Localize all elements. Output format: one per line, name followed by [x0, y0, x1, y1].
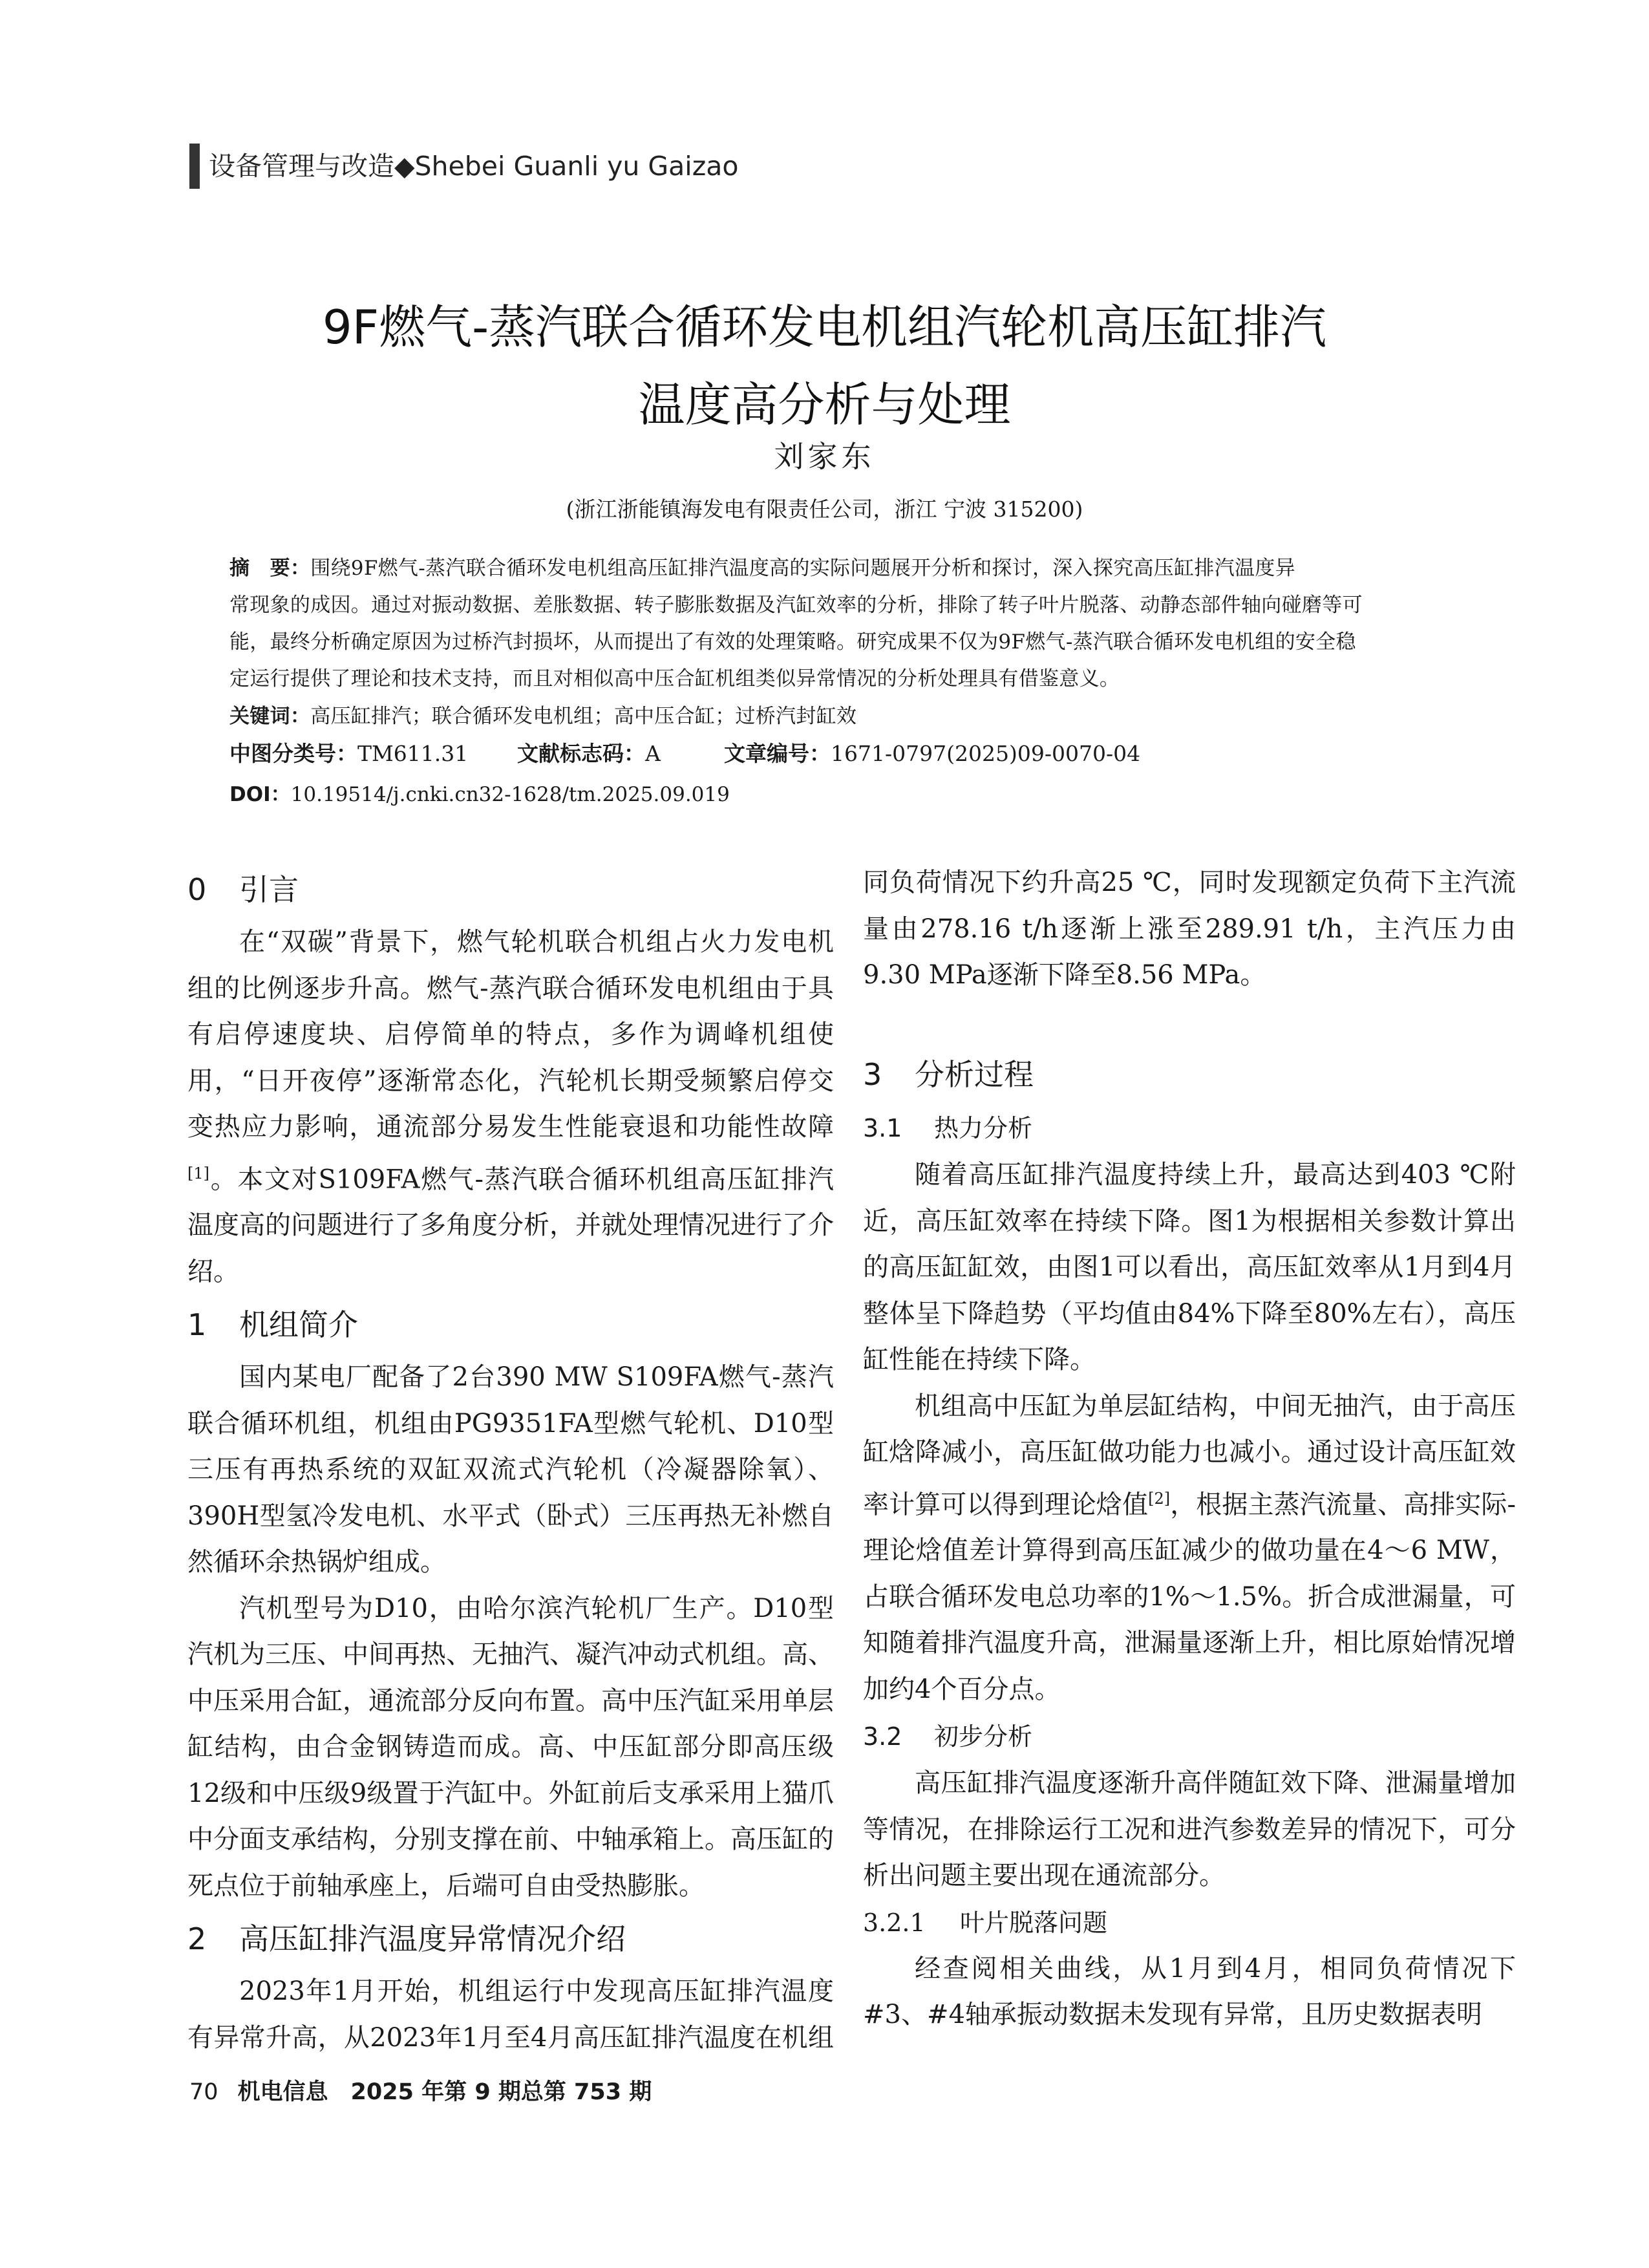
paragraph: 高压缸排汽温度逐渐升高伴随缸效下降、泄漏量增加等情况，在排除运行工况和进汽参数差异的情况下，可分析出问题主要出现在通流部分。 — [863, 1768, 1516, 1891]
section-title: 分析过程 — [915, 1057, 1034, 1092]
doc-code-label: 文献标志码： — [517, 741, 645, 766]
paragraph: 随着高压缸排汽温度持续上升，最高达到403 ℃附近，高压缸效率在持续下降。图1为根据相关参数计算出的高压缸缸效，由图1可以看出，高压缸效率从1月到4月整体呈下降趋势（平均值由84%下降至80%左右），高压缸性能在持续下降。 — [863, 1160, 1516, 1375]
section-number: 2 — [187, 1921, 207, 1957]
clc-label: 中图分类号： — [229, 741, 357, 766]
article-number-label: 文章编号： — [724, 741, 831, 766]
subsection-heading-3-2 — [863, 1713, 1516, 1760]
paragraph: 国内某电厂配备了2台390 MW S109FA燃气-蒸汽联合循环机组，机组由PG9351FA型燃气轮机、D10型三压有再热系统的双缸双流式汽轮机（冷凝器除氧）、390H型氢冷发电机、水平式（卧式）三压再热无补燃自然循环余热锅炉组成。 — [187, 1362, 834, 1578]
subsection-heading-3-1 — [863, 1104, 1516, 1152]
classification-line — [229, 737, 1140, 767]
citation-ref: [2] — [1148, 1489, 1171, 1508]
paragraph-text: 。本文对S109FA燃气-蒸汽联合循环机组高压缸排汽温度高的问题进行了多角度分析，并就处理情况进行了介绍。 — [187, 1164, 834, 1287]
section-number: 0 — [187, 872, 207, 907]
section-title: 高压缸排汽温度异常情况介绍 — [239, 1921, 626, 1957]
citation-ref: [1] — [187, 1164, 209, 1182]
article-title-line-2: 温度高分析与处理 — [638, 378, 1011, 432]
abstract-line: 能，最终分析确定原因为过桥汽封损坏，从而提出了有效的处理策略。研究成果不仅为9F燃气-蒸汽联合循环发电机组的安全稳 — [229, 630, 1356, 654]
abstract-line: 常现象的成因。通过对振动数据、差胀数据、转子膨胀数据及汽缸效率的分析，排除了转子叶片脱落、动静态部件轴向碰磨等可 — [229, 594, 1363, 617]
doi-value: 10.19514/j.cnki.cn32-1628/tm.2025.09.019 — [290, 783, 730, 806]
article-number-value: 1671-0797(2025)09-0070-04 — [831, 741, 1141, 766]
doi-line — [229, 778, 730, 807]
paragraph-text: 在“双碳”背景下，燃气轮机联合机组占火力发电机组的比例逐步升高。燃气-蒸汽联合循环发电机组由于具有启停速度块、启停简单的特点，多作为调峰机组使用，“日开夜停”逐渐常态化，汽轮机长期受频繁启停交变热应力影响，通流部分易发生性能衰退和功能性故障 — [187, 927, 834, 1142]
section-heading-1 — [187, 1295, 834, 1354]
section-title: 引言 — [239, 872, 299, 907]
subsection-number: 3.2 — [863, 1722, 902, 1751]
section-title: 机组简介 — [239, 1307, 358, 1343]
paragraph — [863, 1384, 1516, 1713]
running-header: 设备管理与改造◆Shebei Guanli yu Gaizao — [209, 151, 739, 182]
abstract-line — [229, 551, 1522, 581]
paragraph — [187, 919, 834, 1295]
abstract-line: 定运行提供了理论和技术支持，而且对相似高中压合缸机组类似异常情况的分析处理具有借鉴意义。 — [229, 667, 1120, 690]
abstract-text: 围绕9F燃气-蒸汽联合循环发电机组高压缸排汽温度高的实际问题展开分析和探讨，深入探究高压缸排汽温度异 — [310, 557, 1295, 580]
affiliation: (浙江浙能镇海发电有限责任公司，浙江 宁波 315200) — [566, 497, 1083, 522]
paragraph: 经查阅相关曲线，从1月到4月，相同负荷情况下#3、#4轴承振动数据未发现有异常，且历史数据表明 — [863, 1953, 1516, 2030]
paragraph-continued — [863, 860, 1516, 1045]
section-number: 3 — [863, 1057, 882, 1092]
author: 刘家东 — [774, 439, 875, 474]
right-column — [863, 860, 1516, 2038]
doc-code-value: A — [645, 741, 661, 766]
abstract-label: 摘 要： — [229, 557, 311, 580]
keywords-label: 关键词： — [229, 705, 311, 728]
paragraph: 汽机型号为D10，由哈尔滨汽轮机厂生产。D10型汽机为三压、中间再热、无抽汽、凝汽冲动式机组。高、中压采用合缸，通流部分反向布置。高中压汽缸采用单层缸结构，由合金钢铸造而成。高、中压缸部分即高压级12级和中压级9级置于汽缸中。外缸前后支承采用上猫爪中分面支承结构，分别支撑在前、中轴承箱上。高压缸的死点位于前轴承座上，后端可自由受热膨胀。 — [187, 1593, 834, 1901]
subsubsection-heading-3-2-1 — [863, 1899, 1516, 1946]
subsection-title: 热力分析 — [934, 1114, 1033, 1142]
keywords-line — [229, 700, 1522, 729]
section-heading-0 — [187, 860, 834, 919]
keywords-text: 高压缸排汽；联合循环发电机组；高中压合缸；过桥汽封缸效 — [310, 705, 857, 728]
doi-label: DOI： — [229, 783, 291, 806]
paragraph-text: 机组高中压缸为单层缸结构，中间无抽汽，由于高压缸焓降减小，高压缸做功能力也减小。通过设计高压缸效率计算可以得到理论焓值 — [863, 1391, 1516, 1519]
paragraph: 2023年1月开始，机组运行中发现高压缸排汽温度有异常升高，从2023年1月至4月高压缸排汽温度在机组 — [187, 1976, 834, 2053]
subsection-title: 初步分析 — [934, 1722, 1033, 1751]
article-title-line-1: 9F燃气-蒸汽联合循环发电机组汽轮机高压缸排汽 — [322, 300, 1327, 354]
journal-issue: 机电信息 2025 年第 9 期总第 753 期 — [237, 2079, 652, 2105]
left-column — [187, 860, 834, 2061]
page-footer — [189, 2074, 652, 2106]
section-heading-3 — [863, 1045, 1516, 1104]
section-heading-2 — [187, 1909, 834, 1969]
subsubsection-number: 3.2.1 — [863, 1908, 926, 1937]
header-bar — [189, 144, 200, 189]
clc-value: TM611.31 — [357, 741, 469, 766]
subsubsection-title: 叶片脱落问题 — [960, 1908, 1108, 1937]
paragraph-text: ，根据主蒸汽流量、高排实际-理论焓值差计算得到高压缸减少的做功量在4～6 MW，占联合循环发电总功率的1%～1.5%。折合成泄漏量，可知随着排汽温度升高，泄漏量逐渐上升，相比原始情况增加约4个百分点。 — [863, 1489, 1516, 1704]
paragraph-text: 同负荷情况下约升高25 ℃，同时发现额定负荷下主汽流量由278.16 t/h逐渐上涨至289.91 t/h，主汽压力由9.30 MPa逐渐下降至8.56 MPa。 — [863, 868, 1516, 990]
page-number: 70 — [189, 2079, 218, 2105]
section-number: 1 — [187, 1307, 207, 1343]
subsection-number: 3.1 — [863, 1114, 902, 1142]
